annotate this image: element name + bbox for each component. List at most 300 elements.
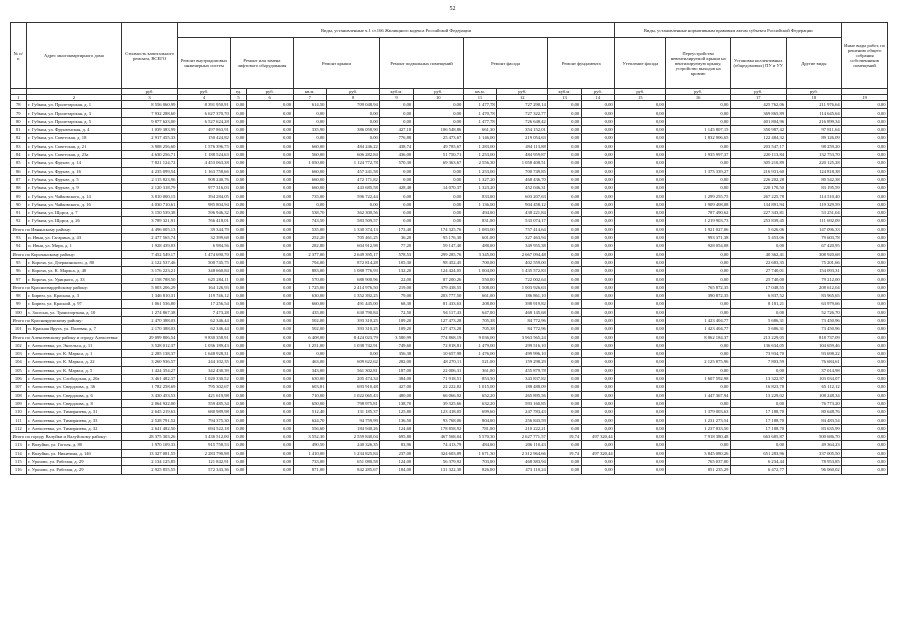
- table-row: [11, 184, 888, 192]
- header-roof: Ремонт крыши: [293, 38, 380, 89]
- value-cell: 3 461 482,37: [122, 374, 178, 382]
- value-cell: 2 377,00: [293, 250, 326, 258]
- value-cell: 651 080,58: [326, 457, 379, 465]
- table-row: [11, 159, 888, 167]
- address-cell: г. Губкин, ул. Фрунзенская, д. 4: [26, 126, 122, 134]
- value-cell: 0,00: [842, 267, 888, 275]
- value-cell: 0,00: [413, 200, 463, 208]
- value-cell: 5 686,31: [730, 325, 786, 333]
- value-cell: 0,00: [231, 292, 247, 300]
- value-cell: 0,00: [231, 209, 247, 217]
- value-cell: 0,00: [380, 167, 413, 175]
- value-cell: 0,00: [730, 441, 786, 449]
- value-cell: 66 066,92: [413, 391, 463, 399]
- table-row: [11, 441, 888, 449]
- value-cell: 0,00: [615, 383, 666, 391]
- value-cell: 1 379 003,63: [666, 408, 731, 416]
- value-cell: 106 548,86: [413, 126, 463, 134]
- value-cell: 0,00: [581, 233, 615, 241]
- value-cell: 0,00: [581, 457, 615, 465]
- value-cell: 3 150 539,38: [122, 209, 178, 217]
- value-cell: 62 346,44: [177, 325, 230, 333]
- value-cell: 0,00: [246, 225, 293, 233]
- value-cell: 8 391 950,91: [177, 101, 230, 109]
- value-cell: 244 102,35: [177, 358, 230, 366]
- value-cell: 0,00: [548, 391, 581, 399]
- value-cell: 0,00: [615, 350, 666, 358]
- value-cell: 0,00: [326, 200, 379, 208]
- value-cell: 0,00: [548, 316, 581, 324]
- value-cell: 87 200,26: [413, 275, 463, 283]
- value-cell: 0,00: [246, 457, 293, 465]
- value-cell: 0,00: [615, 167, 666, 175]
- value-cell: 0,00: [842, 292, 888, 300]
- value-cell: 480,00: [380, 391, 413, 399]
- value-cell: 2 134 125,85: [122, 457, 178, 465]
- value-cell: 0,00: [615, 101, 666, 109]
- value-cell: 2 645 219,63: [122, 408, 178, 416]
- value-cell: 484,00: [463, 441, 496, 449]
- value-cell: 83 195,59: [786, 184, 842, 192]
- table-row: [11, 292, 888, 300]
- row-number: 108: [11, 391, 27, 399]
- value-cell: 570,00: [293, 275, 326, 283]
- value-cell: 124,68: [380, 424, 413, 432]
- value-cell: 0,00: [548, 424, 581, 432]
- address-cell: г. Губкин, ул. Пролетарская, д. 3: [26, 109, 122, 117]
- value-cell: 0,00: [246, 167, 293, 175]
- value-cell: 0,00: [842, 457, 888, 465]
- value-cell: 210 222,21: [497, 424, 548, 432]
- value-cell: 19,74: [548, 433, 581, 441]
- value-cell: 1 038 742,91: [326, 341, 379, 349]
- value-cell: 3 552,30: [293, 433, 326, 441]
- value-cell: 147 096,33: [786, 225, 842, 233]
- value-cell: 80 542,38: [786, 175, 842, 183]
- value-cell: 0,00: [231, 217, 247, 225]
- row-number: 110: [11, 408, 27, 416]
- value-cell: 0,00: [548, 242, 581, 250]
- value-cell: 0,00: [231, 109, 247, 117]
- address-cell: г. Губкин, ул. Фрунзе, д. 5: [26, 175, 122, 183]
- value-cell: 0,00: [615, 184, 666, 192]
- value-cell: 2 283 790,98: [177, 449, 230, 457]
- value-cell: 0,00: [548, 358, 581, 366]
- value-cell: 386 058,90: [326, 126, 379, 134]
- value-cell: 0,00: [615, 192, 666, 200]
- value-cell: 0,00: [730, 242, 786, 250]
- value-cell: 985 804,94: [177, 200, 230, 208]
- header-foundation: Ремонт фундамента: [548, 38, 615, 89]
- value-cell: 1 146,00: [463, 134, 496, 142]
- value-cell: 490,50: [293, 441, 326, 449]
- value-cell: 0,00: [231, 374, 247, 382]
- value-cell: 0,00: [615, 150, 666, 158]
- value-cell: 19,74: [548, 449, 581, 457]
- value-cell: 343 837,82: [497, 374, 548, 382]
- value-cell: 219,00: [380, 283, 413, 291]
- value-cell: 369 865,89: [730, 109, 786, 117]
- value-cell: 6 837,52: [730, 292, 786, 300]
- value-cell: 0,00: [666, 250, 731, 258]
- value-cell: 0,00: [246, 358, 293, 366]
- value-cell: 0,00: [615, 117, 666, 125]
- value-cell: 550,00: [463, 275, 496, 283]
- value-cell: 765 037,00: [666, 457, 731, 465]
- value-cell: 0,00: [231, 391, 247, 399]
- value-cell: 0,00: [548, 134, 581, 142]
- value-cell: 73 450,96: [786, 316, 842, 324]
- value-cell: 3 436 512,00: [177, 433, 230, 441]
- value-cell: 4 496 005,13: [122, 225, 178, 233]
- row-number: 101: [11, 325, 27, 333]
- table-row: [11, 358, 888, 366]
- value-cell: 0,00: [615, 449, 666, 457]
- value-cell: 40 362,41: [730, 250, 786, 258]
- value-cell: 327 463,94: [497, 233, 548, 241]
- value-cell: 749,60: [380, 341, 413, 349]
- header-other-fund: Иные виды работ, по решению общего собрания собственников помещений: [842, 23, 888, 89]
- value-cell: 0,00: [246, 217, 293, 225]
- column-number: 9: [380, 95, 413, 101]
- value-cell: 6 234,44: [730, 457, 786, 465]
- value-cell: 0,00: [413, 167, 463, 175]
- value-cell: 2 115 823,96: [122, 175, 178, 183]
- table-row: [11, 126, 888, 134]
- value-cell: 705,38: [463, 325, 496, 333]
- value-cell: 6 527 624,28: [177, 117, 230, 125]
- value-cell: 1 061 536,80: [122, 300, 178, 308]
- table-row: [11, 233, 888, 241]
- value-cell: 625 284,11: [177, 275, 230, 283]
- value-cell: 604 912,98: [326, 242, 379, 250]
- value-cell: 0,00: [231, 399, 247, 407]
- value-cell: 206 110,43: [497, 441, 548, 449]
- value-cell: 216 931,60: [730, 167, 786, 175]
- value-cell: 2 925 855,55: [122, 466, 178, 474]
- value-cell: 727 322,77: [497, 109, 548, 117]
- value-cell: 0,00: [615, 134, 666, 142]
- value-cell: 72 818,81: [413, 341, 463, 349]
- value-cell: 425 762,06: [730, 101, 786, 109]
- value-cell: 0,00: [842, 200, 888, 208]
- value-cell: 0,00: [380, 101, 413, 109]
- table-row: [11, 325, 888, 333]
- value-cell: 497 863,91: [177, 126, 230, 134]
- value-cell: 915 758,53: [177, 441, 230, 449]
- value-cell: 0,00: [246, 233, 293, 241]
- value-cell: 0,00: [231, 101, 247, 109]
- value-cell: 0,00: [615, 325, 666, 333]
- value-cell: 0,00: [666, 159, 731, 167]
- subtotal-label: Итого по городу Валуйки и Валуйскому району:: [11, 433, 122, 441]
- value-cell: 0,00: [246, 366, 293, 374]
- value-cell: 119 329,59: [786, 200, 842, 208]
- value-cell: 1 476,00: [463, 350, 496, 358]
- address-cell: г. Губкин, ул. Советская, д. 21: [26, 142, 122, 150]
- value-cell: 0,00: [581, 283, 615, 291]
- value-cell: 111 692,09: [786, 217, 842, 225]
- value-cell: 0,00: [615, 333, 666, 341]
- row-number: 115: [11, 457, 27, 465]
- value-cell: 1 015,00: [463, 383, 496, 391]
- value-cell: 726 648,42: [497, 117, 548, 125]
- value-cell: 0,00: [842, 300, 888, 308]
- value-cell: 0,00: [615, 217, 666, 225]
- value-cell: 652,20: [463, 391, 496, 399]
- subtotal-row: [11, 225, 888, 233]
- value-cell: 0,00: [581, 184, 615, 192]
- subtotal-row: [11, 250, 888, 258]
- unit-cell: руб.: [666, 89, 731, 95]
- value-cell: 601,00: [463, 233, 496, 241]
- value-cell: 184 940,26: [326, 424, 379, 432]
- value-cell: 0,00: [615, 399, 666, 407]
- value-cell: 0,00: [413, 175, 463, 183]
- value-cell: 1 479,00: [463, 341, 496, 349]
- value-cell: 660,00: [293, 167, 326, 175]
- value-cell: 0,00: [581, 117, 615, 125]
- value-cell: 0,00: [842, 209, 888, 217]
- value-cell: 661,00: [463, 292, 496, 300]
- address-cell: г. Губкин, ул. Пролетарская, д. 5: [26, 117, 122, 125]
- value-cell: 0,00: [231, 267, 247, 275]
- value-cell: 203 777,50: [413, 292, 463, 300]
- address-cell: г. Бирюч, ул. Красной, д. 97: [26, 300, 122, 308]
- address-cell: г. Губкин, ул. Фрунзе, д. 9: [26, 184, 122, 192]
- value-cell: 75 201,66: [786, 258, 842, 266]
- table-row: [11, 383, 888, 391]
- value-cell: 109,20: [380, 325, 413, 333]
- table-row: [11, 424, 888, 432]
- value-cell: 401 804,96: [730, 117, 786, 125]
- value-cell: 25 473,67: [413, 134, 463, 142]
- value-cell: 0,00: [231, 126, 247, 134]
- value-cell: 0,00: [231, 184, 247, 192]
- value-cell: 794,00: [293, 258, 326, 266]
- value-cell: 1 671,30: [463, 449, 496, 457]
- value-cell: 1 020 330,52: [177, 374, 230, 382]
- row-number: 84: [11, 150, 27, 158]
- value-cell: 89 126,09: [786, 134, 842, 142]
- value-cell: 0,00: [548, 341, 581, 349]
- table-row: [11, 416, 888, 424]
- row-number: 114: [11, 449, 27, 457]
- value-cell: 0,00: [615, 408, 666, 416]
- value-cell: 0,00: [246, 341, 293, 349]
- value-cell: 0,00: [246, 391, 293, 399]
- table-row: [11, 209, 888, 217]
- value-cell: 0,00: [246, 325, 293, 333]
- value-cell: 84 772,96: [497, 325, 548, 333]
- column-number: 7: [293, 95, 326, 101]
- value-cell: 379 438,55: [413, 283, 463, 291]
- value-cell: 826,00: [463, 466, 496, 474]
- value-cell: 705,38: [463, 316, 496, 324]
- value-cell: 491 445,00: [326, 300, 379, 308]
- address-cell: г. Губкин, ул. Чайковского, д. 16: [26, 200, 122, 208]
- value-cell: 0,00: [842, 416, 888, 424]
- value-cell: 342 430,39: [177, 366, 230, 374]
- row-number: 97: [11, 275, 27, 283]
- value-cell: 1 039 383,99: [122, 126, 178, 134]
- value-cell: 0,00: [615, 250, 666, 258]
- value-cell: 398 919,82: [497, 300, 548, 308]
- value-cell: 804,00: [463, 416, 496, 424]
- value-cell: 384,00: [380, 374, 413, 382]
- value-cell: 3 789 321,91: [122, 217, 178, 225]
- column-number: 16: [666, 95, 731, 101]
- value-cell: 9 036,00: [463, 333, 496, 341]
- value-cell: 3 430 453,53: [122, 391, 178, 399]
- value-cell: 390 872,35: [666, 292, 731, 300]
- value-cell: 6 627 370,70: [177, 109, 230, 117]
- value-cell: 3 963 565,24: [497, 333, 548, 341]
- value-cell: 0,00: [548, 267, 581, 275]
- value-cell: 0,00: [246, 209, 293, 217]
- value-cell: 0,00: [231, 424, 247, 432]
- value-cell: 593 160,85: [497, 399, 548, 407]
- value-cell: 0,00: [246, 416, 293, 424]
- address-cell: г. Губкин, ул. Щорса, д. 26: [26, 217, 122, 225]
- column-number: 1: [11, 95, 27, 101]
- value-cell: 0,00: [548, 275, 581, 283]
- value-cell: 1 188 524,63: [177, 150, 230, 158]
- row-number: 94: [11, 242, 27, 250]
- value-cell: 3 580,99: [380, 333, 413, 341]
- value-cell: 124,00: [380, 457, 413, 465]
- value-cell: 0,00: [548, 441, 581, 449]
- value-cell: 0,00: [666, 383, 731, 391]
- address-cell: г. Губкин, ул. Пролетарская, д. 1: [26, 101, 122, 109]
- value-cell: 0,00: [666, 441, 731, 449]
- value-cell: 556,60: [293, 424, 326, 432]
- value-cell: 0,00: [246, 374, 293, 382]
- table-row: [11, 150, 888, 158]
- value-cell: 184,00: [380, 466, 413, 474]
- value-cell: 494,00: [463, 209, 496, 217]
- row-number: 79: [11, 109, 27, 117]
- value-cell: 0,00: [581, 416, 615, 424]
- value-cell: 0,00: [246, 109, 293, 117]
- subtotal-label: Итого по Алексеевскому району и городу Алексеевка:: [11, 333, 122, 341]
- value-cell: 0,00: [548, 109, 581, 117]
- value-cell: 0,00: [581, 399, 615, 407]
- value-cell: 781,00: [463, 424, 496, 432]
- value-cell: 651 283,96: [730, 449, 786, 457]
- value-cell: 7 918 380,48: [666, 433, 731, 441]
- value-cell: 818 737,09: [786, 333, 842, 341]
- row-number: 100: [11, 308, 27, 316]
- value-cell: 660,00: [293, 300, 326, 308]
- table-row: [11, 134, 888, 142]
- value-cell: 535,00: [293, 225, 326, 233]
- value-cell: 993 371,38: [666, 233, 731, 241]
- row-number: 106: [11, 374, 27, 382]
- value-cell: 96 060,02: [786, 466, 842, 474]
- value-cell: 0,00: [548, 300, 581, 308]
- value-cell: 0,00: [615, 275, 666, 283]
- value-cell: 0,00: [581, 441, 615, 449]
- value-cell: 0,00: [246, 333, 293, 341]
- value-cell: 0,00: [842, 184, 888, 192]
- value-cell: 9 877 623,00: [122, 117, 178, 125]
- value-cell: 2 285 138,37: [122, 350, 178, 358]
- value-cell: 570,30: [380, 159, 413, 167]
- value-cell: 393 310,25: [326, 316, 379, 324]
- value-cell: 0,00: [615, 316, 666, 324]
- value-cell: 497 320,44: [581, 433, 615, 441]
- value-cell: 219 054,63: [497, 134, 548, 142]
- value-cell: 1 423 404,77: [666, 325, 731, 333]
- subtotal-row: [11, 433, 888, 441]
- value-cell: 561 302,81: [326, 366, 379, 374]
- value-cell: 500 745,75: [177, 258, 230, 266]
- value-cell: 63 979,66: [786, 300, 842, 308]
- value-cell: 0,00: [548, 466, 581, 474]
- header-no: № п/п: [11, 23, 27, 89]
- value-cell: 0,00: [246, 142, 293, 150]
- value-cell: 308 920,68: [786, 250, 842, 258]
- value-cell: 603,81: [293, 383, 326, 391]
- value-cell: 660,00: [293, 184, 326, 192]
- value-cell: 3 908 256,60: [122, 142, 178, 150]
- value-cell: 0,00: [615, 126, 666, 134]
- value-cell: 695,80: [380, 433, 413, 441]
- column-number: 4: [177, 95, 230, 101]
- value-cell: 624,70: [293, 416, 326, 424]
- value-cell: 603 207,63: [497, 192, 548, 200]
- value-cell: 0,00: [842, 325, 888, 333]
- value-cell: 0,00: [548, 217, 581, 225]
- column-number: 11: [463, 95, 496, 101]
- value-cell: 104 659,46: [786, 341, 842, 349]
- value-cell: 0,00: [246, 449, 293, 457]
- value-cell: 0,00: [246, 275, 293, 283]
- value-cell: 29 099 806,54: [122, 333, 178, 341]
- value-cell: 0,00: [842, 283, 888, 291]
- value-cell: 0,00: [231, 408, 247, 416]
- value-cell: 0,00: [581, 258, 615, 266]
- value-cell: 0,00: [581, 341, 615, 349]
- unit-cell: руб.: [246, 89, 293, 95]
- value-cell: 0,00: [246, 316, 293, 324]
- header-engineering: Ремонт внутридомовых инженерных систем: [177, 38, 230, 89]
- value-cell: 213 229,05: [730, 333, 786, 341]
- value-cell: 335,90: [293, 126, 326, 134]
- value-cell: 0,00: [581, 300, 615, 308]
- table-row: [11, 457, 888, 465]
- value-cell: 0,00: [231, 350, 247, 358]
- column-number: 6: [246, 95, 293, 101]
- value-cell: 630,00: [293, 374, 326, 382]
- value-cell: 0,00: [842, 192, 888, 200]
- value-cell: 0,00: [380, 192, 413, 200]
- table-row: [11, 300, 888, 308]
- value-cell: 0,00: [548, 366, 581, 374]
- value-cell: 0,00: [842, 424, 888, 432]
- value-cell: 1 003 926,63: [497, 283, 548, 291]
- value-cell: 2 158 788,50: [122, 275, 178, 283]
- value-cell: 7 821 124,72: [122, 159, 178, 167]
- value-cell: 84 483,54: [786, 416, 842, 424]
- value-cell: 0,00: [666, 300, 731, 308]
- value-cell: 559 485,34: [177, 399, 230, 407]
- value-cell: 0,00: [246, 383, 293, 391]
- value-cell: 1 935 997,37: [666, 150, 731, 158]
- value-cell: 0,00: [615, 209, 666, 217]
- value-cell: 0,00: [548, 333, 581, 341]
